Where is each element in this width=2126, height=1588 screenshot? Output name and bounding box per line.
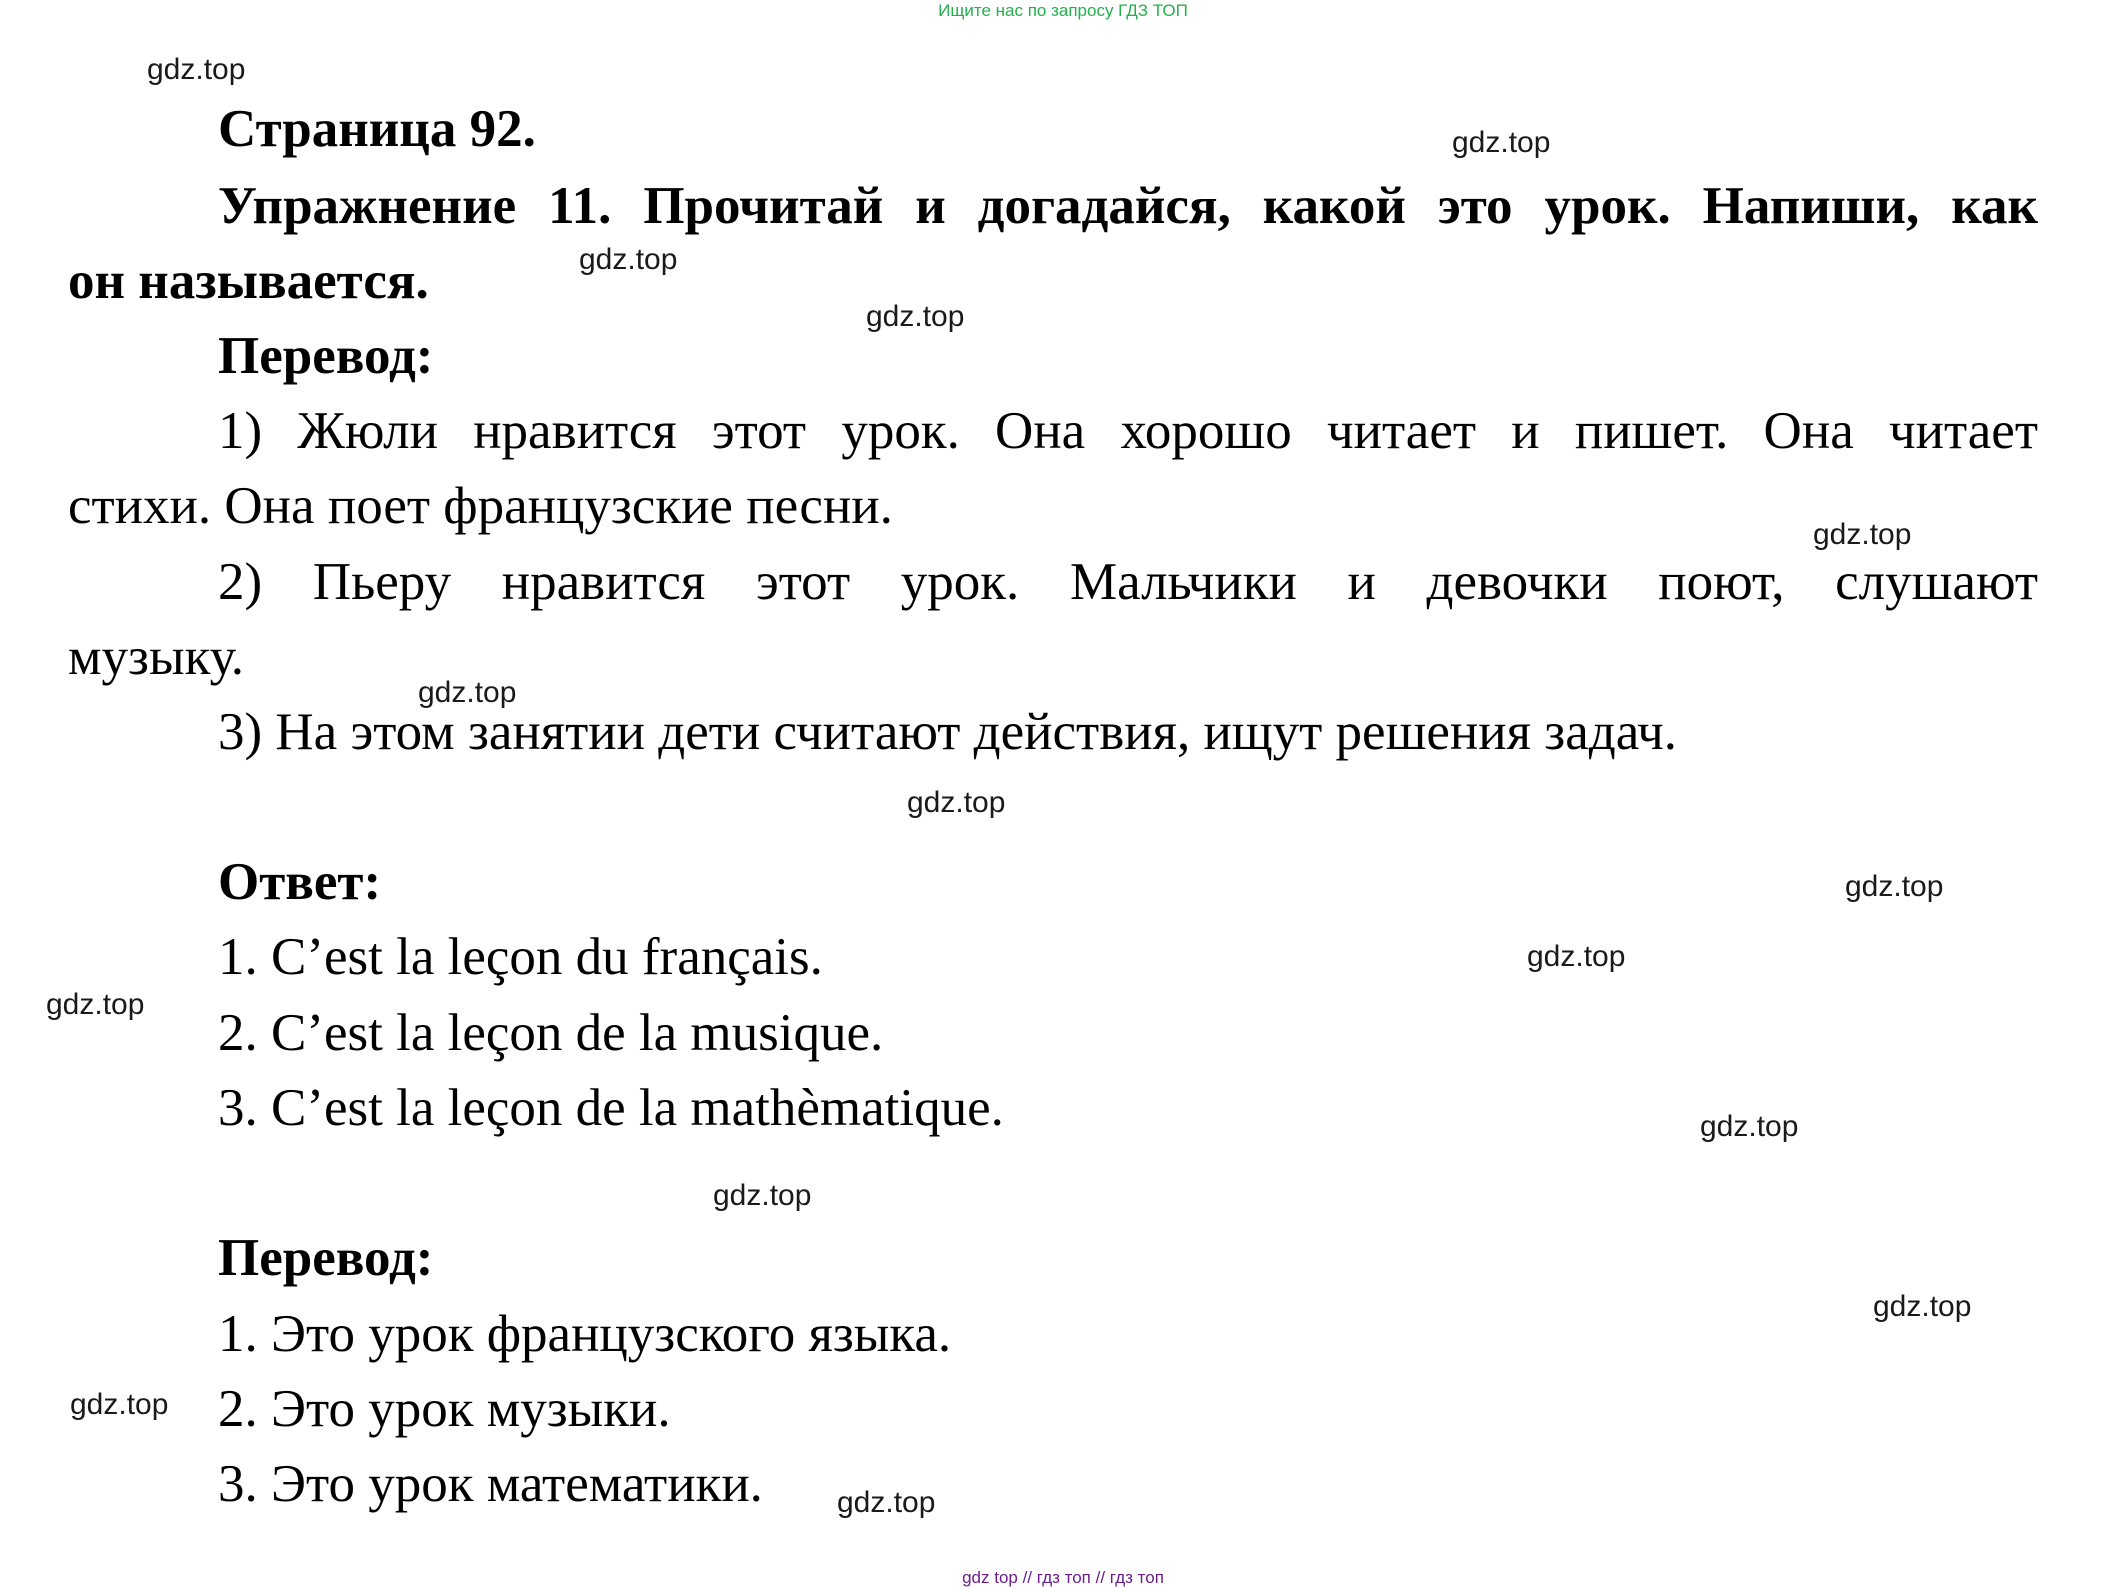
watermark: gdz.top <box>1873 1290 1972 1323</box>
translation-item-1-line2: стихи. Она поет французские песни. <box>68 477 893 535</box>
watermark: gdz.top <box>1845 870 1944 903</box>
footer: gdz top // гдз топ // гдз топ <box>962 1568 1164 1587</box>
watermark: gdz.top <box>579 243 678 276</box>
translation-item-3: 3) На этом занятии дети считают действия, ищут решения задач. <box>218 703 1678 761</box>
watermark: gdz.top <box>713 1179 812 1212</box>
answer-translation-title: Перевод: <box>218 1229 434 1287</box>
exercise-heading-line2: он называется. <box>68 252 429 310</box>
watermark: gdz.top <box>907 786 1006 819</box>
top-banner: Ищите нас по запросу ГДЗ ТОП <box>938 1 1188 20</box>
translation-title: Перевод: <box>218 327 434 385</box>
watermark: gdz.top <box>70 1388 169 1421</box>
watermark: gdz.top <box>866 300 965 333</box>
page-title: Страница 92. <box>218 100 536 158</box>
watermark: gdz.top <box>1527 940 1626 973</box>
watermark: gdz.top <box>418 676 517 709</box>
translation-item-2-line2: музыку. <box>68 628 245 686</box>
answer-translation-item-3: 3. Это урок математики. <box>218 1455 763 1513</box>
answer-item-1: 1. C’est la leçon du français. <box>218 928 823 986</box>
answer-title: Ответ: <box>218 853 382 911</box>
watermark: gdz.top <box>1813 518 1912 551</box>
answer-translation-item-2: 2. Это урок музыки. <box>218 1380 671 1438</box>
watermark: gdz.top <box>837 1486 936 1519</box>
translation-item-2-line1: 2) Пьеру нравится этот урок. Мальчики и девочки поют, слушают <box>218 553 2038 611</box>
watermark: gdz.top <box>46 988 145 1021</box>
translation-item-1-line1: 1) Жюли нравится этот урок. Она хорошо читает и пишет. Она читает <box>218 402 2038 460</box>
answer-item-2: 2. C’est la leçon de la musique. <box>218 1004 884 1062</box>
answer-translation-item-1: 1. Это урок французского языка. <box>218 1305 952 1363</box>
watermark: gdz.top <box>1700 1110 1799 1143</box>
exercise-heading-line1: Упражнение 11. Прочитай и догадайся, какой это урок. Напиши, как <box>218 177 2038 235</box>
watermark: gdz.top <box>1452 126 1551 159</box>
answer-item-3: 3. C’est la leçon de la mathèmatique. <box>218 1079 1004 1137</box>
watermark: gdz.top <box>147 53 246 86</box>
